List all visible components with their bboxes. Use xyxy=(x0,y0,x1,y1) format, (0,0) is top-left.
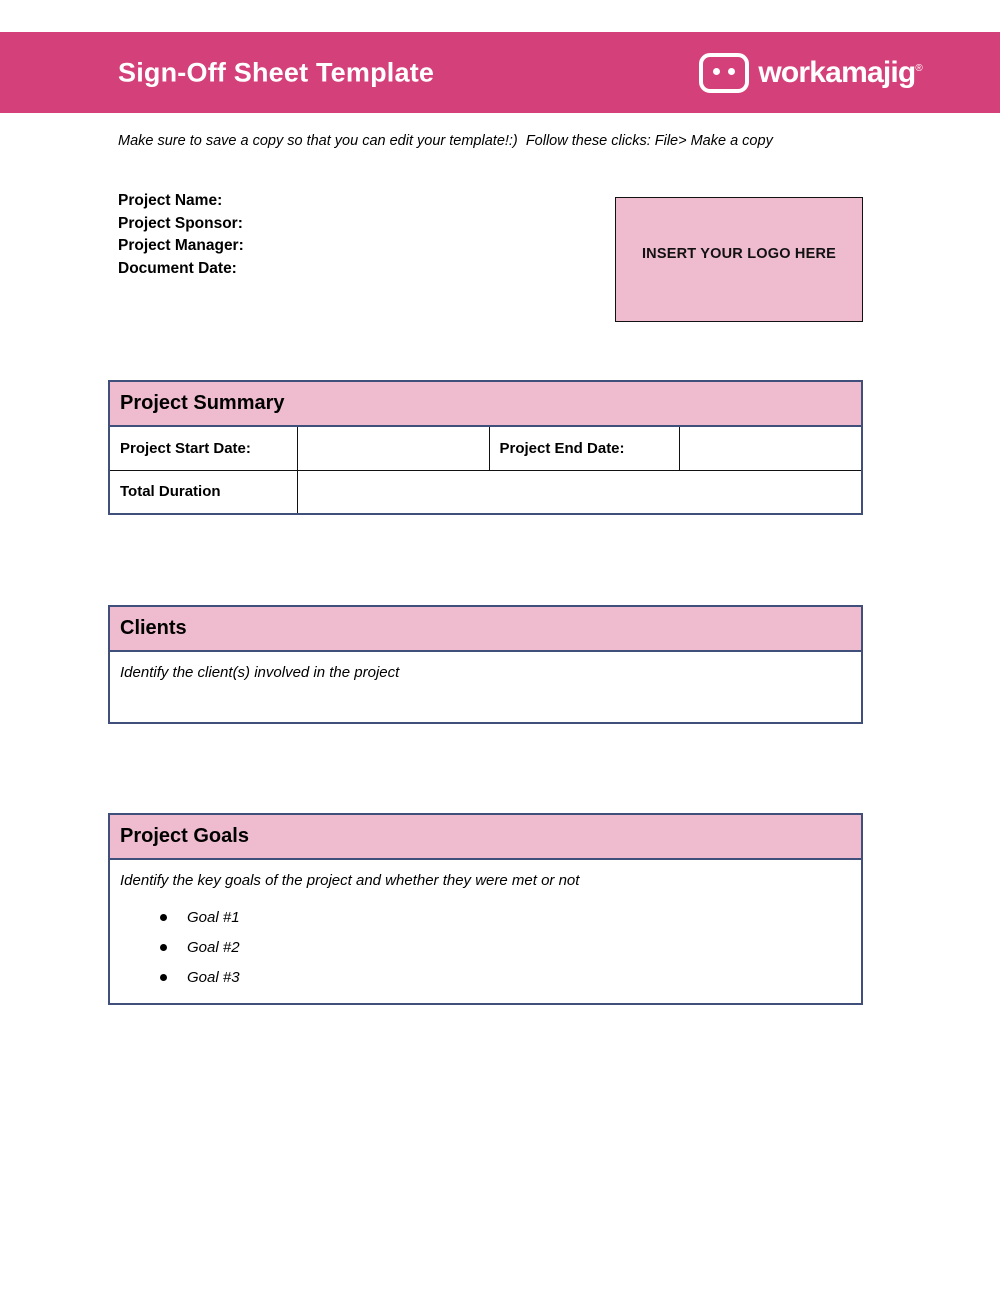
project-info-block xyxy=(118,190,244,280)
section-header-project-summary xyxy=(110,382,861,427)
brand-name-text: workamajig xyxy=(758,55,916,89)
section-body-clients[interactable] xyxy=(110,652,861,722)
logo-placeholder-label: INSERT YOUR LOGO HERE xyxy=(641,246,837,262)
field-project-name: Project Name: xyxy=(118,192,223,209)
section-header-project-goals xyxy=(110,815,861,860)
table-row xyxy=(110,427,861,470)
page-header xyxy=(0,32,1000,113)
cell-total-duration-value[interactable] xyxy=(297,470,861,513)
section-title: Clients xyxy=(120,617,187,639)
section-title: Project Summary xyxy=(120,392,285,414)
registered-mark-icon: ® xyxy=(915,62,922,74)
goal-label: Goal #2 xyxy=(187,939,240,956)
brand-name xyxy=(758,56,922,90)
bullet-icon xyxy=(160,914,167,921)
goal-label: Goal #3 xyxy=(187,969,240,986)
save-copy-instruction: Make sure to save a copy so that you can edit your template!:) Follow these clicks: File> Make a copy xyxy=(118,133,773,149)
bullet-icon xyxy=(160,974,167,981)
field-project-manager: Project Manager: xyxy=(118,237,244,254)
goals-list xyxy=(120,903,861,993)
cell-project-end-date-value[interactable] xyxy=(679,427,861,470)
section-project-summary xyxy=(108,380,863,515)
cell-project-end-date-label: Project End Date: xyxy=(489,427,679,470)
list-item[interactable] xyxy=(120,933,861,963)
logo-eye-left-icon xyxy=(713,68,720,75)
workamajig-face-icon xyxy=(699,53,749,93)
section-project-goals xyxy=(108,813,863,1005)
workamajig-logo xyxy=(699,53,922,93)
section-header-clients xyxy=(110,607,861,652)
section-clients xyxy=(108,605,863,724)
page-title: Sign-Off Sheet Template xyxy=(118,57,435,87)
field-project-sponsor: Project Sponsor: xyxy=(118,214,243,232)
logo-eye-right-icon xyxy=(728,68,735,75)
section-title: Project Goals xyxy=(120,825,249,847)
cell-project-start-date-label: Project Start Date: xyxy=(110,427,297,470)
goal-label: Goal #1 xyxy=(187,909,240,926)
cell-total-duration-label: Total Duration xyxy=(110,470,297,513)
field-document-date: Document Date: xyxy=(118,259,237,277)
section-body-project-summary xyxy=(110,427,861,513)
bullet-icon xyxy=(160,944,167,951)
list-item[interactable] xyxy=(120,963,861,993)
section-body-project-goals[interactable] xyxy=(110,860,861,1003)
goals-note: Identify the key goals of the project and whether they were met or not xyxy=(120,872,580,889)
list-item[interactable] xyxy=(120,903,861,933)
table-row xyxy=(110,470,861,513)
project-summary-table xyxy=(110,427,861,513)
logo-placeholder-box[interactable] xyxy=(615,197,863,322)
cell-project-start-date-value[interactable] xyxy=(297,427,489,470)
clients-note: Identify the client(s) involved in the project xyxy=(120,664,400,681)
